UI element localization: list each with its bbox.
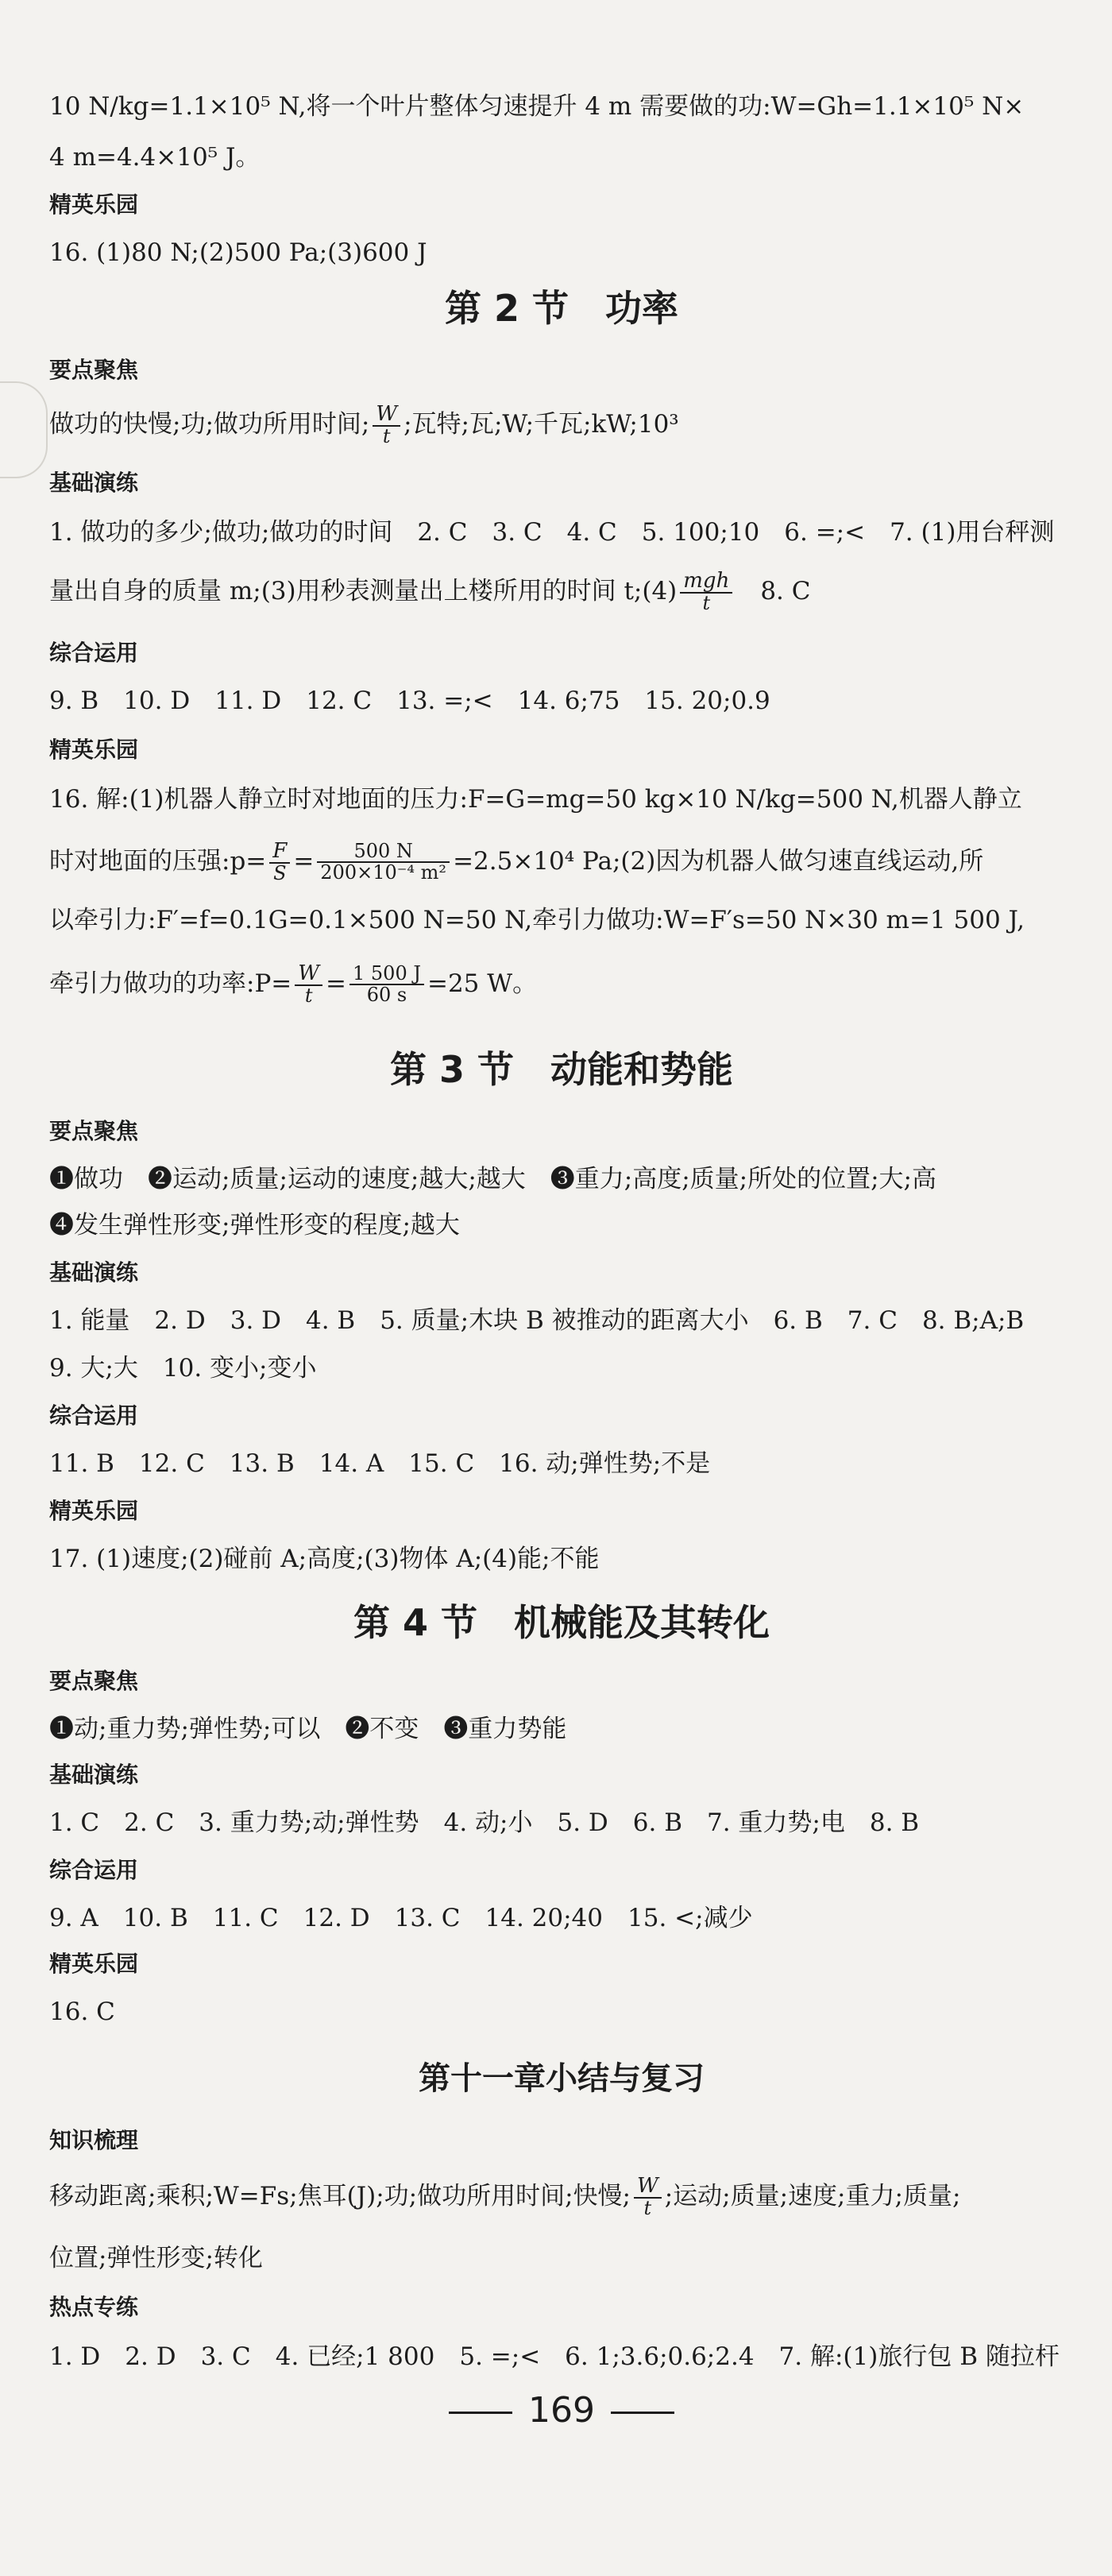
fraction [349, 964, 424, 1005]
answer-line [49, 2176, 960, 2218]
section-title: 第 3 节 动能和势能 [389, 1048, 734, 1091]
section-heading: 基础演练 [49, 1259, 139, 1286]
fraction-denominator: t [702, 592, 711, 615]
fraction-denominator: 60 s [366, 984, 407, 1007]
section-heading: 基础演练 [49, 470, 139, 496]
answer-line: 16. (1)80 N;(2)500 Pa;(3)600 J [49, 238, 427, 267]
section-title: 第 2 节 功率 [444, 287, 679, 330]
stamp-mark [0, 381, 48, 478]
section-heading: 要点聚焦 [49, 1668, 139, 1694]
answer-line: ❶动;重力势;弹性势;可以 ❷不变 ❸重力势能 [49, 1715, 567, 1743]
answer-line: 16. C [49, 1998, 115, 2026]
fraction [680, 571, 732, 613]
text-run: = [326, 969, 346, 998]
fraction [634, 2176, 662, 2218]
fraction-numerator: W [634, 2176, 662, 2199]
answer-line [49, 404, 679, 447]
answer-line: 9. A 10. B 11. C 12. D 13. C 14. 20;40 15. <;减少 [49, 1904, 753, 1932]
answer-line: 1. D 2. D 3. C 4. 已经;1 800 5. =;< 6. 1;3.6;0.6;2.4 7. 解:(1)旅行包 B 随拉杆 [49, 2342, 1060, 2371]
section-heading: 综合运用 [49, 1402, 139, 1429]
section-title: 第 4 节 机械能及其转化 [353, 1601, 770, 1644]
answer-line: 11. B 12. C 13. B 14. A 15. C 16. 动;弹性势;不是 [49, 1449, 711, 1478]
section-heading: 要点聚焦 [49, 357, 139, 383]
section-heading: 热点专练 [49, 2294, 139, 2320]
section-heading: 综合运用 [49, 1857, 139, 1883]
fraction-numerator: F [269, 841, 290, 864]
fraction-denominator: 200×10⁻⁴ m² [320, 861, 447, 884]
answer-line: 以牵引力:F′=f=0.1G=0.1×500 N=50 N,牵引力做功:W=F′s=50 N×30 m=1 500 J, [49, 906, 1025, 934]
text-run: ;瓦特;瓦;W;千瓦;kW;10³ [403, 409, 679, 439]
fraction-numerator: 1 500 J [349, 964, 424, 985]
divider [449, 2412, 512, 2414]
answer-line: 1. 能量 2. D 3. D 4. B 5. 质量;木块 B 被推动的距离大小 6. B 7. C 8. B;A;B [49, 1306, 1025, 1335]
fraction-numerator: W [373, 404, 400, 427]
text-run: 牵引力做功的功率:P= [49, 969, 292, 998]
answer-line: ❹发生弹性形变;弹性形变的程度;越大 [49, 1211, 460, 1240]
text-line: 4 m=4.4×10⁵ J。 [49, 143, 261, 172]
fraction [373, 404, 400, 447]
answer-line: ❶做功 ❷运动;质量;运动的速度;越大;越大 ❸重力;高度;质量;所处的位置;大;高 [49, 1165, 936, 1193]
section-heading: 精英乐园 [49, 1498, 139, 1524]
answer-line: 9. 大;大 10. 变小;变小 [49, 1354, 317, 1383]
text-line: 10 N/kg=1.1×10⁵ N,将一个叶片整体匀速提升 4 m 需要做的功:W=Gh=1.1×10⁵ N× [49, 92, 1025, 121]
fraction-numerator: W [295, 963, 322, 986]
text-run: 8. C [736, 576, 811, 605]
fraction-denominator: t [382, 425, 391, 448]
text-run: =25 W。 [427, 969, 538, 998]
fraction-denominator: t [304, 984, 313, 1008]
text-run: 做功的快慢;功;做功所用时间; [49, 409, 370, 439]
fraction-numerator: 500 N [317, 841, 450, 863]
section-heading: 知识梳理 [49, 2127, 139, 2153]
answer-line [49, 841, 983, 884]
section-heading: 精英乐园 [49, 737, 139, 763]
divider [611, 2412, 674, 2414]
fraction [295, 963, 322, 1006]
answer-line: 1. C 2. C 3. 重力势;动;弹性势 4. 动;小 5. D 6. B 7. 重力势;电 8. B [49, 1808, 920, 1837]
text-run: = [293, 846, 315, 876]
page-number [49, 2390, 1074, 2431]
section-heading: 基础演练 [49, 1762, 139, 1788]
page-number-text: 169 [528, 2390, 595, 2431]
text-run: 量出自身的质量 m;(3)用秒表测量出上楼所用的时间 t;(4) [49, 576, 678, 605]
section-title: 第十一章小结与复习 [419, 2060, 705, 2097]
text-run: 时对地面的压强:p= [49, 846, 267, 876]
answer-line: 1. 做功的多少;做功;做功的时间 2. C 3. C 4. C 5. 100;10 6. =;< 7. (1)用台秤测 [49, 518, 1055, 547]
fraction-numerator: mgh [680, 571, 732, 594]
answer-line: 16. 解:(1)机器人静立时对地面的压力:F=G=mg=50 kg×10 N/kg=500 N,机器人静立 [49, 785, 1022, 814]
fraction [317, 841, 450, 883]
section-heading: 要点聚焦 [49, 1118, 139, 1144]
answer-line: 位置;弹性形变;转化 [49, 2244, 263, 2272]
answer-line: 17. (1)速度;(2)碰前 A;高度;(3)物体 A;(4)能;不能 [49, 1545, 600, 1573]
fraction-denominator: S [273, 862, 287, 885]
section-heading: 精英乐园 [49, 191, 139, 218]
fraction [269, 841, 290, 884]
fraction-denominator: t [643, 2197, 652, 2220]
answer-line [49, 963, 537, 1006]
section-heading: 综合运用 [49, 640, 139, 666]
text-run: =2.5×10⁴ Pa;(2)因为机器人做匀速直线运动,所 [453, 846, 984, 876]
text-run: 移动距离;乘积;W=Fs;焦耳(J);功;做功所用时间;快慢; [49, 2181, 631, 2210]
section-heading: 精英乐园 [49, 1951, 139, 1977]
text-run: ;运动;质量;速度;重力;质量; [664, 2181, 961, 2210]
answer-line [49, 571, 810, 613]
answer-line: 9. B 10. D 11. D 12. C 13. =;< 14. 6;75 15. 20;0.9 [49, 687, 770, 715]
